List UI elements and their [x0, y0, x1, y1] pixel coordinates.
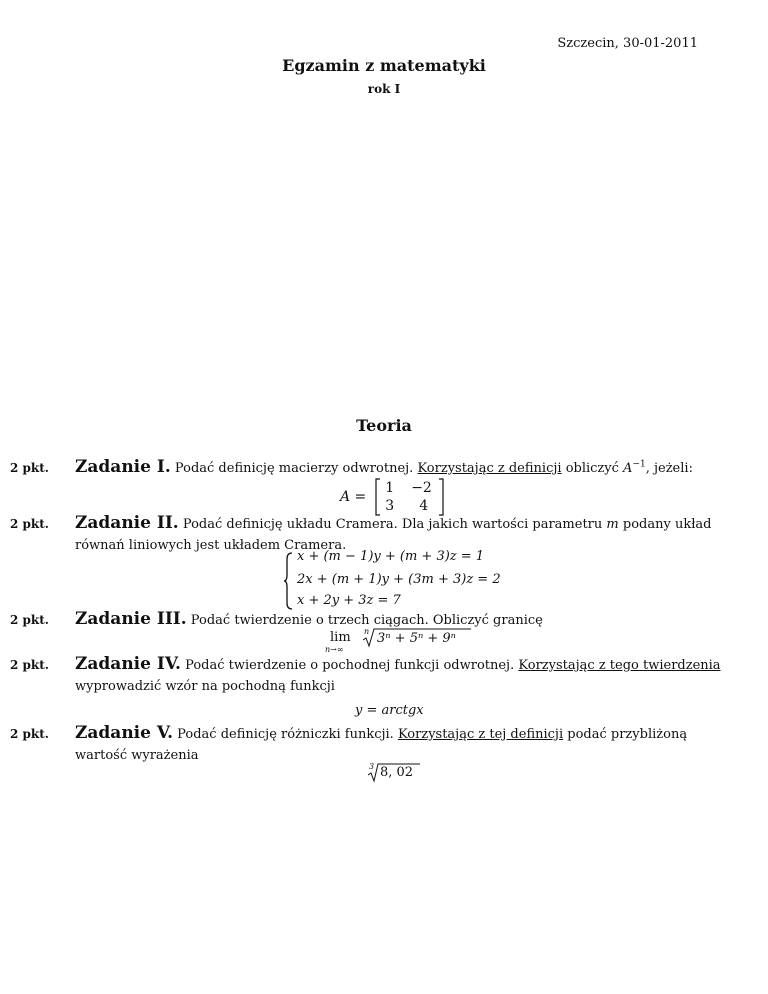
- matrix-body: [385, 479, 433, 515]
- exam-title: Egzamin z matematyki: [282, 56, 486, 75]
- place-date: Szczecin, 30-01-2011: [557, 36, 698, 51]
- task-1-underlined: Korzystając z definicji: [417, 461, 562, 476]
- task-1-math: A: [623, 461, 633, 476]
- task-2-continuation: równań liniowych jest układem Cramera.: [75, 538, 347, 553]
- system-eq-1: x + (m − 1)y + (m + 3)z = 1: [297, 549, 485, 564]
- section-title: Teoria: [356, 416, 412, 435]
- system-brace: [283, 552, 293, 610]
- task-1-text-c: , jeżeli:: [645, 461, 693, 476]
- task-4: [75, 654, 721, 674]
- exam-subtitle: rok I: [367, 82, 401, 96]
- task-5-underlined: Korzystając z tej definicji: [397, 727, 564, 742]
- task-1-points: 2 pkt.: [10, 461, 49, 475]
- task-5-text-b: podać przybliżoną: [567, 727, 688, 742]
- task-1-text-b: obliczyć: [565, 461, 619, 476]
- task-5-label: Zadanie V.: [75, 723, 174, 743]
- task-4-label: Zadanie IV.: [75, 654, 181, 674]
- task-2: [75, 513, 711, 533]
- task-4-text: Podać twierdzenie o pochodnej funkcji odwrotnej.: [185, 658, 515, 673]
- task-1-text: Podać definicję macierzy odwrotnej.: [174, 461, 414, 476]
- task-1-label: Zadanie I.: [75, 457, 171, 477]
- task-5-points: 2 pkt.: [10, 727, 49, 741]
- cube-root-index: 3: [369, 762, 375, 771]
- matrix-right-bracket: [438, 478, 444, 516]
- system-eq-2: 2x + (m + 1)y + (3m + 3)z = 2: [297, 572, 501, 587]
- system-eq-3: x + 2y + 3z = 7: [297, 593, 401, 608]
- task-2-label: Zadanie II.: [75, 513, 179, 533]
- radicand: 3ⁿ + 5ⁿ + 9ⁿ: [377, 631, 456, 646]
- task-3: [75, 609, 543, 629]
- task-3-text: Podać twierdzenie o trzech ciągach. Obliczyć granicę: [190, 613, 543, 628]
- limit-subscript: n→∞: [325, 645, 344, 654]
- task-4-continuation: wyprowadzić wzór na pochodną funkcji: [75, 679, 335, 694]
- matrix-cell: −2: [411, 480, 432, 496]
- task-4-points: 2 pkt.: [10, 658, 49, 672]
- task-2-param: m: [606, 517, 619, 532]
- task-1-matrix: [340, 478, 444, 516]
- cube-radicand: 8, 02: [380, 765, 414, 780]
- task-3-points: 2 pkt.: [10, 613, 49, 627]
- task-5-continuation: wartość wyrażenia: [75, 748, 199, 763]
- matrix-cell: 3: [385, 498, 395, 514]
- limit-operator: lim: [330, 630, 351, 645]
- task-3-label: Zadanie III.: [75, 609, 187, 629]
- task-2-text-b: podany układ: [622, 517, 712, 532]
- task-2-text: Podać definicję układu Cramera. Dla jakich wartości parametru: [182, 517, 603, 532]
- matrix-left-bracket: [375, 478, 381, 516]
- matrix-cell: 4: [419, 498, 429, 514]
- task-1: [75, 457, 693, 477]
- task-5: [75, 723, 687, 743]
- task-2-points: 2 pkt.: [10, 517, 49, 531]
- task-1-math-sup: −1: [632, 459, 646, 470]
- task-4-underlined: Korzystając z tego twierdzenia: [518, 658, 721, 673]
- task-5-text: Podać definicję różniczki funkcji.: [177, 727, 394, 742]
- matrix-lhs: A =: [340, 489, 367, 505]
- matrix-cell: 1: [385, 480, 395, 496]
- task-4-formula: y = arctgx: [355, 703, 424, 718]
- root-index: n: [364, 627, 370, 636]
